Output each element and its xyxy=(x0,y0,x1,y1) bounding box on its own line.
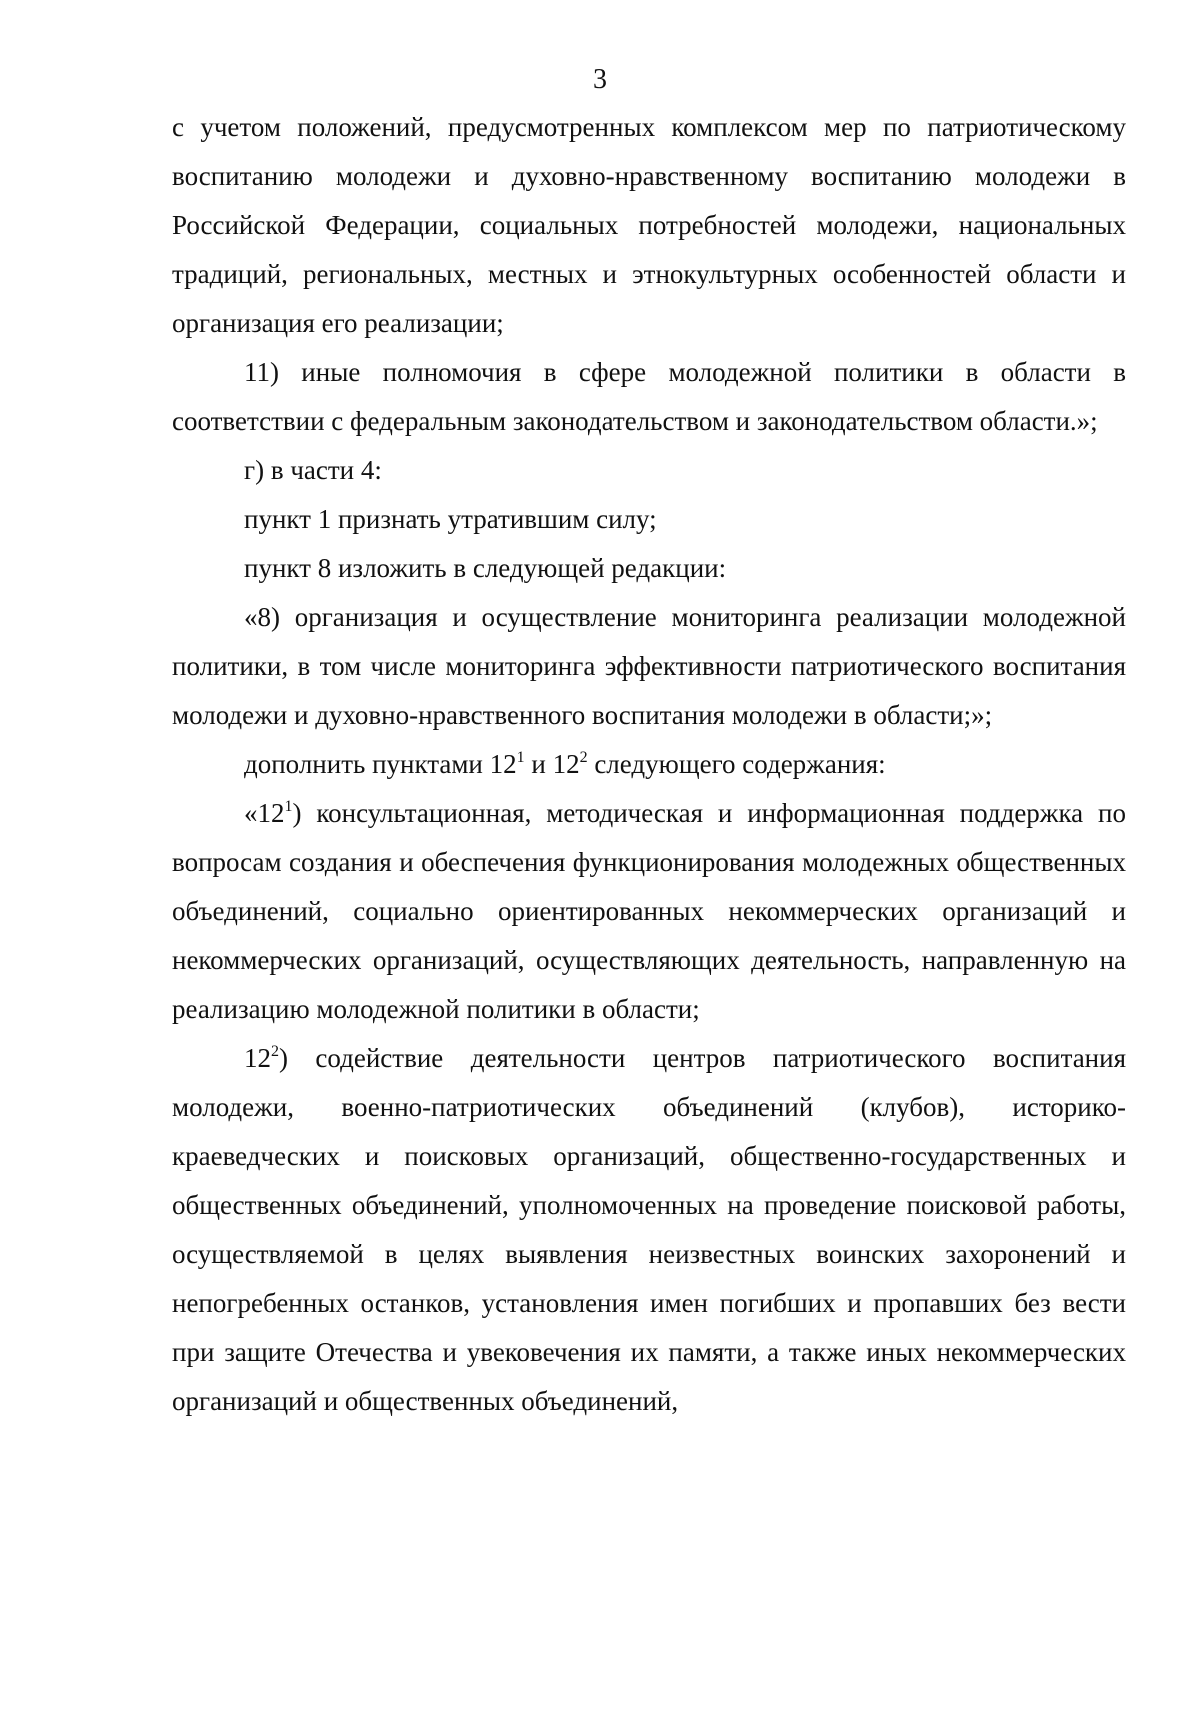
paragraph-item-12-1 xyxy=(172,789,1126,1034)
superscript: 1 xyxy=(284,798,293,815)
text-fragment: дополнить пунктами 12 xyxy=(244,749,517,779)
paragraph-item-11: 11) иные полномочия в сфере молодежной политики в области в соответствии с федеральным законодательством и законодательством области.»; xyxy=(172,357,1126,436)
superscript: 1 xyxy=(516,749,525,766)
document-body xyxy=(172,103,1126,1426)
paragraph-item-8-intro: пункт 8 изложить в следующей редакции: xyxy=(244,553,727,583)
paragraph-add-items xyxy=(172,740,1126,789)
text-fragment: следующего содержания: xyxy=(587,749,886,779)
text-fragment: ) консультационная, методическая и информационная поддержка по вопросам создания и обеспечения функционирования молодежных общественных объединений, социально ориентированных некоммерческих организаций и некоммерческих организаций, осуществляющих деятельность, направленную на реализацию молодежной политики в области; xyxy=(172,798,1126,1024)
text-fragment: 12 xyxy=(244,1043,271,1073)
paragraph-item-8-text: «8) организация и осуществление мониторинга реализации молодежной политики, в том числе мониторинга эффективности патриотического воспитания молодежи и духовно-нравственного воспитания молодежи в области;»; xyxy=(172,602,1126,730)
paragraph-continuation: с учетом положений, предусмотренных комплексом мер по патриотическому воспитанию молодежи и духовно-нравственному воспитанию молодежи в Российской Федерации, социальных потребностей молодежи, национальных традиций, региональных, местных и этнокультурных особенностей области и организация его реализации; xyxy=(172,112,1126,338)
paragraph-item-1-repeal: пункт 1 признать утратившим силу; xyxy=(244,504,657,534)
superscript: 2 xyxy=(271,1043,279,1060)
page-number: 3 xyxy=(593,64,607,95)
paragraph-item-12-2 xyxy=(172,1034,1126,1426)
paragraph-part-4: г) в части 4: xyxy=(244,455,382,485)
superscript: 2 xyxy=(579,749,588,766)
text-fragment: и 12 xyxy=(524,749,580,779)
text-fragment: «12 xyxy=(244,798,285,828)
text-fragment: ) содействие деятельности центров патриотического воспитания молодежи, военно-патриотических объединений (клубов), историко-краеведческих и поисковых организаций, общественно-государственных и общественных объединений, уполномоченных на проведение поисковой работы, осуществляемой в целях выявления неизвестных воинских захоронений и непогребенных останков, установления имен погибших и пропавших без вести при защите Отечества и увековечения их памяти, а также иных некоммерческих организаций и общественных объединений, xyxy=(172,1043,1126,1416)
